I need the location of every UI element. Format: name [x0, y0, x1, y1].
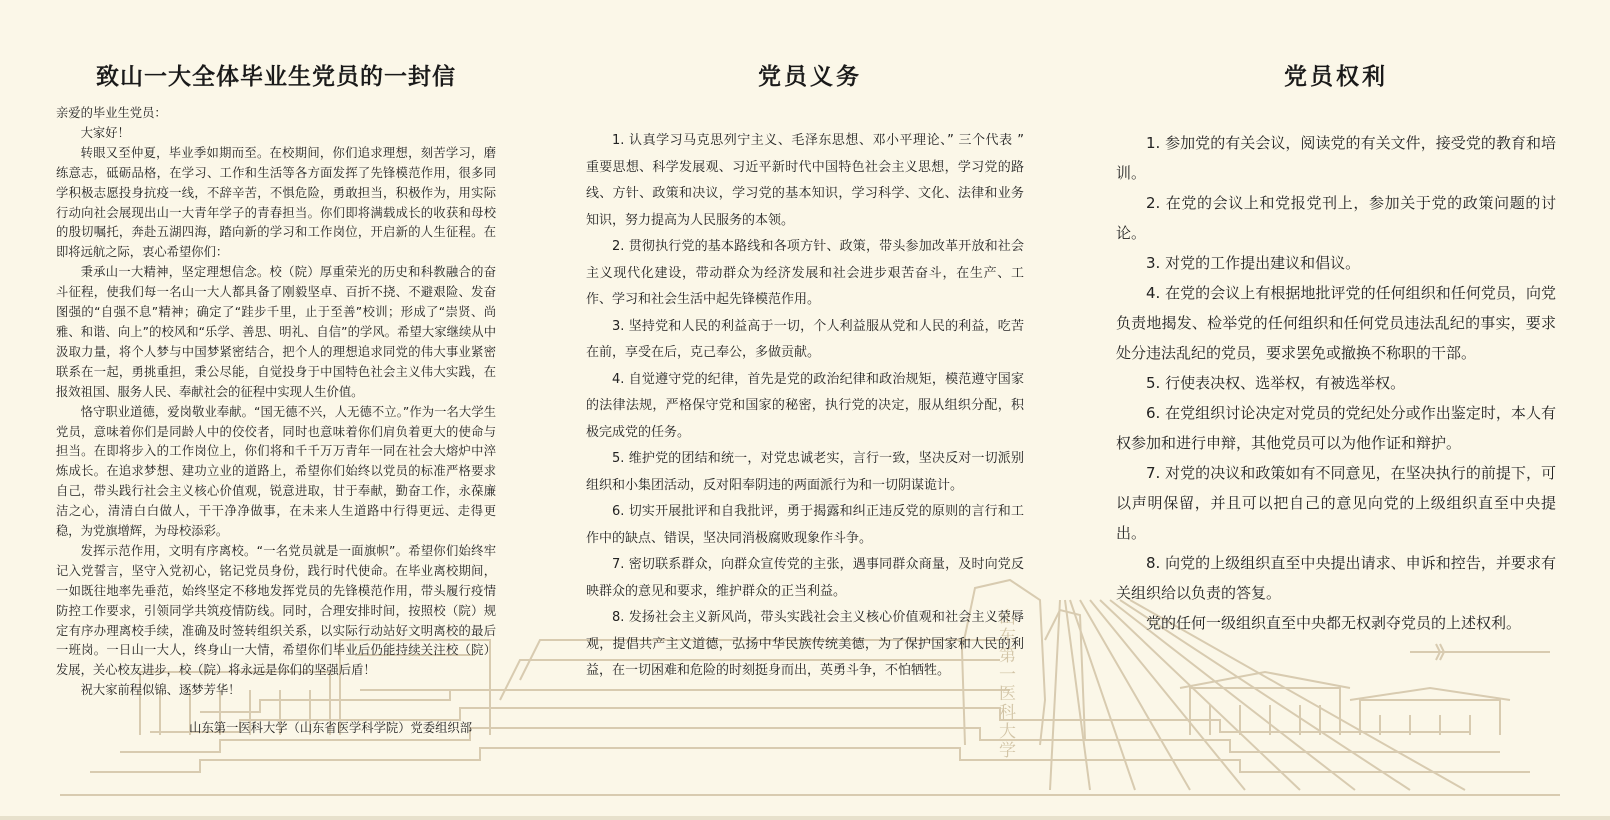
rights-closing: 党的任何一级组织直至中央都无权剥夺党员的上述权利。 — [1146, 614, 1522, 632]
duty-item: 8. 发扬社会主义新风尚，带头实践社会主义核心价值观和社会主义荣辱观，提倡共产主义道德，弘扬中华民族传统美德，为了保护国家和人民的利益，在一切困难和危险的时刻挺身而出，英勇斗争，不怕牺牲。 — [586, 610, 1024, 678]
bottom-edge-strip — [0, 816, 1610, 820]
letter-greeting: 大家好！ — [80, 125, 130, 140]
letter-closing-wish: 祝大家前程似锦、逐梦芳华！ — [80, 683, 241, 698]
right-item: 6. 在党组织讨论决定对党员的党纪处分或作出鉴定时，本人有权参加和进行申辩，其他党员可以为他作证和辩护。 — [1116, 404, 1556, 452]
letter-paragraph: 转眼又至仲夏，毕业季如期而至。在校期间，你们追求理想，刻苦学习，磨练意志，砥砺品格，在学习、工作和生活等各方面发挥了先锋模范作用，很多同学积极志愿投身抗疫一线，不辞辛苦，不惧危险，勇敢担当，积极作为，用实际行动向社会展现出山一大青年学子的青春担当。你们即将满载成长的收获和母校的殷切嘱托，奔赴五湖四海，踏向新的学习和工作岗位，开启新的人生征程。在即将远航之际，衷心希望你们： — [56, 145, 496, 260]
duty-item: 1. 认真学习马克思列宁主义、毛泽东思想、邓小平理论、” 三个代表 ” 重要思想、科学发展观、习近平新时代中国特色社会主义思想，学习党的路线、方针、政策和决议，学习党的基本知识，学习科学、文化、法律和业务知识，努力提高为人民服务的本领。 — [586, 133, 1024, 228]
rights-title: 党员权利 — [1284, 63, 1388, 90]
duty-item: 4. 自觉遵守党的纪律，首先是党的政治纪律和政治规矩，模范遵守国家的法律法规，严格保守党和国家的秘密，执行党的决定，服从组织分配，积极完成党的任务。 — [586, 371, 1024, 440]
duty-item: 3. 坚持党和人民的利益高于一切，个人利益服从党和人民的利益，吃苦在前，享受在后，克己奉公，多做贡献。 — [586, 318, 1024, 360]
right-item: 7. 对党的决议和政策如有不同意见，在坚决执行的前提下，可以声明保留，并且可以把自己的意见向党的上级组织直至中央提出。 — [1116, 464, 1556, 542]
duty-item: 7. 密切联系群众，向群众宣传党的主张，遇事同群众商量，及时向党反映群众的意见和要求，维护群众的正当利益。 — [586, 557, 1024, 599]
duties-title: 党员义务 — [758, 63, 862, 90]
rights-column — [1116, 128, 1556, 638]
right-item: 8. 向党的上级组织直至中央提出请求、申诉和控告，并要求有关组织给以负责的答复。 — [1116, 554, 1556, 602]
duties-column — [586, 128, 1024, 685]
duty-item: 5. 维护党的团结和统一，对党忠诚老实，言行一致，坚决反对一切派别组织和小集团活动，反对阳奉阴违的两面派行为和一切阴谋诡计。 — [586, 451, 1024, 493]
letter-salutation: 亲爱的毕业生党员： — [56, 106, 167, 120]
right-item: 1. 参加党的有关会议，阅读党的有关文件，接受党的教育和培训。 — [1116, 134, 1556, 182]
letter-signature: 山东第一医科大学（山东省医学科学院）党委组织部 — [189, 721, 472, 736]
duty-item: 2. 贯彻执行党的基本路线和各项方针、政策，带头参加改革开放和社会主义现代化建设，带动群众为经济发展和社会进步艰苦奋斗，在生产、工作、学习和社会生活中起先锋模范作用。 — [586, 239, 1024, 307]
stone-inscription: 山东第一医科大学 — [995, 608, 1015, 760]
letter-paragraph: 恪守职业道德，爱岗敬业奉献。“国无德不兴，人无德不立。”作为一名大学生党员，意味着你们是同龄人中的佼佼者，同时也意味着你们肩负着更大的使命与担当。在即将步入的工作岗位上，你们将和千千万万青年一同在社会大熔炉中淬炼成长。在追求梦想、建功立业的道路上，希望你们始终以党员的标准严格要求自己，带头践行社会主义核心价值观，锐意进取，甘于奉献，勤奋工作，永葆廉洁之心，清清白白做人，干干净净做事，在未来人生道路中行得更远、走得更稳，为党旗增辉，为母校添彩。 — [56, 404, 496, 539]
letter-paragraph: 发挥示范作用，文明有序离校。“一名党员就是一面旗帜”。希望你们始终牢记入党誓言，坚守入党初心，铭记党员身份，践行时代使命。在毕业离校期间，一如既往地率先垂范，始终坚定不移地发挥党员的先锋模范作用，带头履行疫情防控工作要求，引领同学共筑疫情防线。同时，合理安排时间，按照校（院）规定有序办理离校手续，准确及时签转组织关系，以实际行动站好文明离校的最后一班岗。一日山一大人，终身山一大情，希望你们毕业后仍能持续关注校（院）发展，关心校友进步，校（院）将永远是你们的坚强后盾！ — [56, 543, 496, 678]
right-item: 5. 行使表决权、选举权，有被选举权。 — [1146, 374, 1406, 392]
letter-paragraph: 秉承山一大精神，坚定理想信念。校（院）厚重荣光的历史和科教融合的奋斗征程，使我们每一名山一大人都具备了刚毅坚卓、百折不挠、不避艰险、发奋图强的“自强不息”精神；确定了“跬步千里，止于至善”校训；形成了“崇贤、尚雅、和谐、向上”的校风和“乐学、善思、明礼、自信”的学风。希望大家继续从中汲取力量，将个人梦与中国梦紧密结合，把个人的理想追求同党的伟大事业紧密联系在一起，勇挑重担，秉公尽能，自觉投身于中国特色社会主义伟大实践，在报效祖国、服务人民、奉献社会的征程中实现人生价值。 — [56, 265, 496, 399]
duty-item: 6. 切实开展批评和自我批评，勇于揭露和纠正违反党的原则的言行和工作中的缺点、错误，坚决同消极腐败现象作斗争。 — [586, 504, 1024, 546]
letter-title: 致山一大全体毕业生党员的一封信 — [96, 63, 456, 90]
right-item: 4. 在党的会议上有根据地批评党的任何组织和任何党员，向党负责地揭发、检举党的任何组织和任何党员违法乱纪的事实，要求处分违法乱纪的党员，要求罢免或撤换不称职的干部。 — [1116, 284, 1556, 362]
letter-column — [56, 104, 496, 739]
right-item: 3. 对党的工作提出建议和倡议。 — [1146, 254, 1361, 272]
right-item: 2. 在党的会议上和党报党刊上，参加关于党的政策问题的讨论。 — [1116, 194, 1556, 242]
